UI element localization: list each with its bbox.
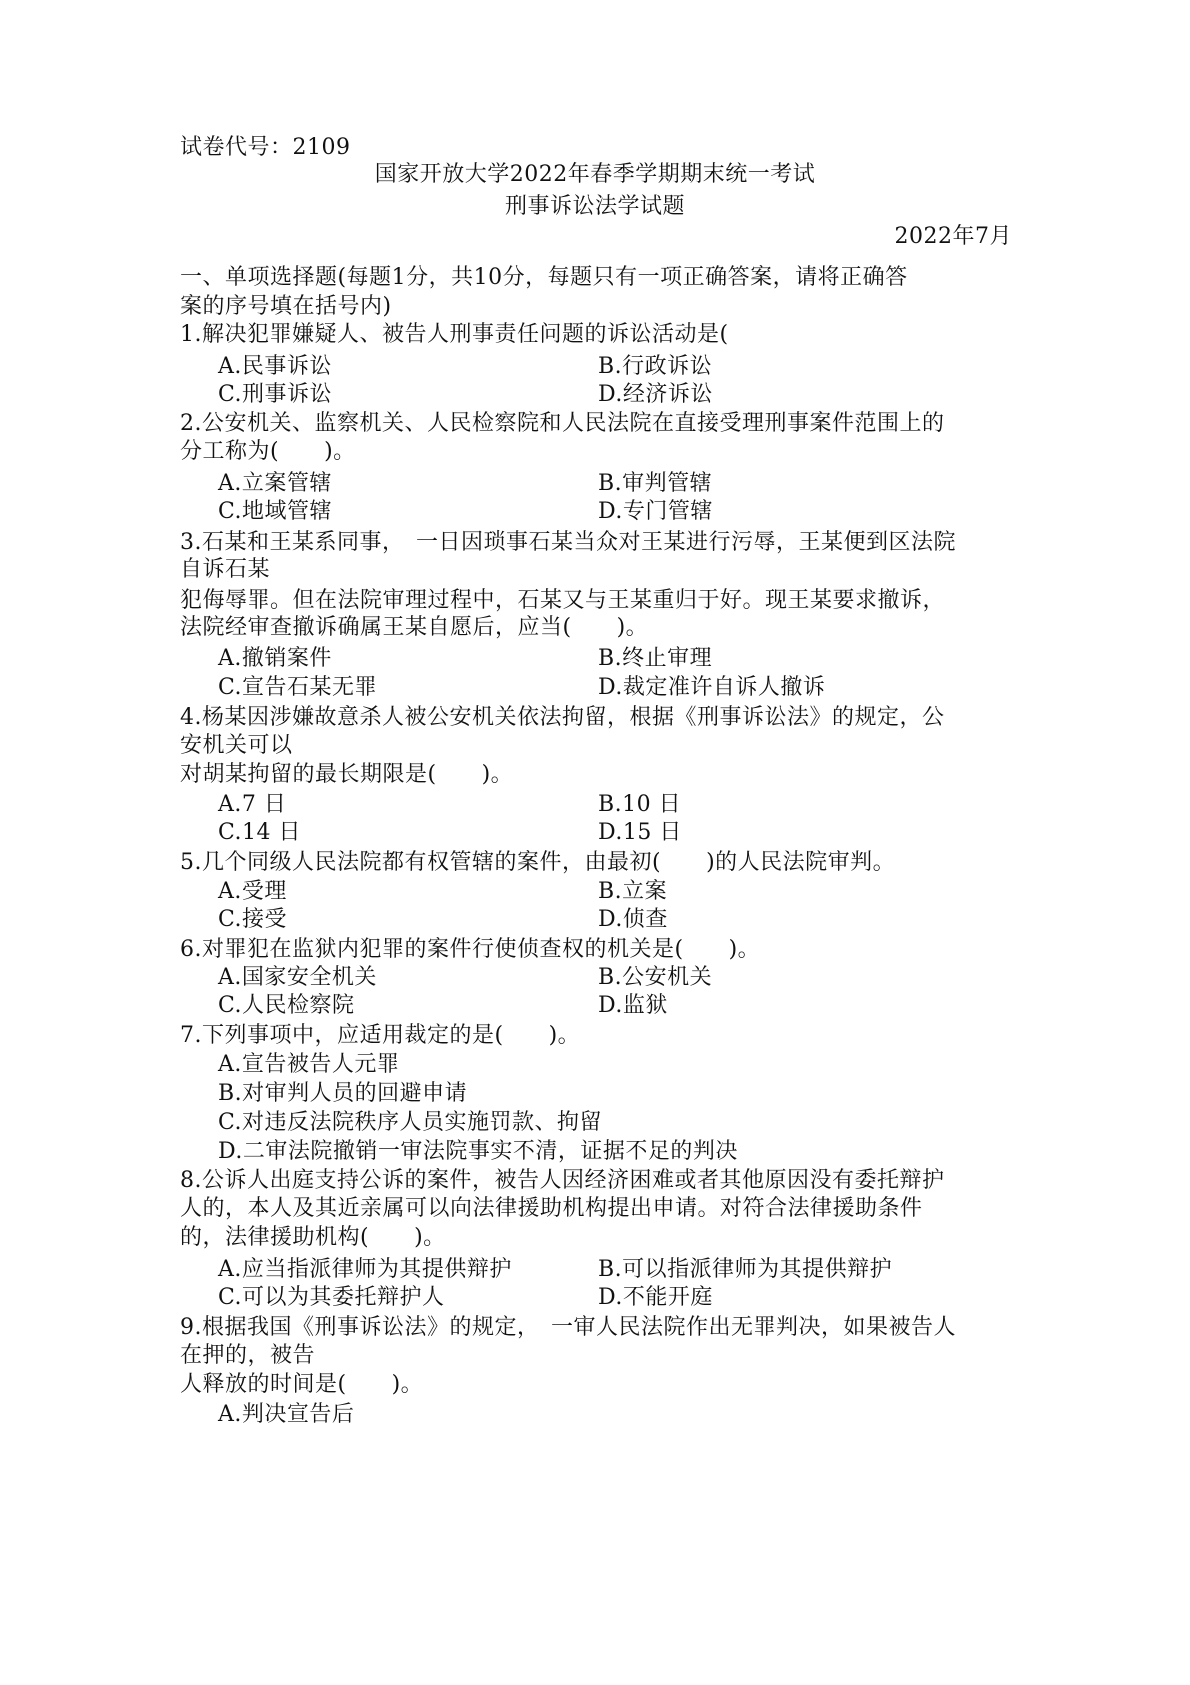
question-9-text-line-1: 9.根据我国《刑事诉讼法》的规定， 一审人民法院作出无罪判决，如果被告人: [180, 1315, 956, 1340]
question-2-text-line-2: 分工称为( )。: [180, 439, 356, 464]
question-2-option-b: B.审判管辖: [598, 471, 713, 496]
question-5-option-d: D.侦查: [598, 907, 668, 932]
question-3-text-line-3: 犯侮辱罪。但在法院审理过程中，石某又与王某重归于好。现王某要求撤诉，: [180, 588, 946, 613]
question-4-option-c: C.14 日: [218, 820, 302, 845]
question-3-text-line-1: 3.石某和王某系同事， 一日因琐事石某当众对王某进行污辱，王某便到区法院: [180, 530, 956, 555]
question-4-option-d: D.15 日: [598, 820, 682, 845]
question-7-option-c: C.对违反法院秩序人员实施罚款、拘留: [218, 1110, 603, 1135]
question-4-option-a: A.7 日: [218, 792, 287, 817]
question-7-option-b: B.对审判人员的回避申请: [218, 1081, 468, 1106]
question-6-option-b: B.公安机关: [598, 965, 713, 990]
question-6-text: 6.对罪犯在监狱内犯罪的案件行使侦查权的机关是( )。: [180, 937, 761, 962]
question-1-option-a: A.民事诉讼: [218, 354, 332, 379]
question-6-option-d: D.监狱: [598, 993, 668, 1018]
question-3-option-a: A.撤销案件: [218, 646, 332, 671]
question-8-text-line-1: 8.公诉人出庭支持公诉的案件，被告人因经济困难或者其他原因没有委托辩护: [180, 1168, 945, 1193]
question-8-option-a: A.应当指派律师为其提供辩护: [218, 1257, 512, 1282]
question-7-option-d: D.二审法院撤销一审法院事实不清，证据不足的判决: [218, 1139, 738, 1164]
question-1-option-b: B.行政诉讼: [598, 354, 713, 379]
question-8-option-c: C.可以为其委托辩护人: [218, 1285, 445, 1310]
question-2-option-d: D.专门管辖: [598, 499, 713, 524]
question-3-option-d: D.裁定准许自诉人撤诉: [598, 675, 826, 700]
question-6-option-a: A.国家安全机关: [218, 965, 377, 990]
question-9-text-line-2: 在押的，被告: [180, 1343, 316, 1368]
question-4-text-line-2: 安机关可以: [180, 733, 293, 758]
question-2-option-c: C.地域管辖: [218, 499, 333, 524]
question-9-text-line-3: 人释放的时间是( )。: [180, 1372, 424, 1397]
section-heading-line-1: 一、单项选择题(每题1分，共10分，每题只有一项正确答案，请将正确答: [180, 265, 908, 290]
question-3-option-b: B.终止审理: [598, 646, 713, 671]
question-6-option-c: C.人民检察院: [218, 993, 355, 1018]
question-9-option-a: A.判决宣告后: [218, 1402, 355, 1427]
exam-date: 2022年7月: [894, 224, 1012, 249]
question-1-option-d: D.经济诉讼: [598, 382, 713, 407]
question-3-text-line-2: 自诉石某: [180, 557, 271, 582]
question-8-option-d: D.不能开庭: [598, 1285, 713, 1310]
question-5-option-b: B.立案: [598, 879, 668, 904]
question-8-text-line-2: 人的，本人及其近亲属可以向法律援助机构提出申请。对符合法律援助条件: [180, 1196, 923, 1221]
question-3-option-c: C.宣告石某无罪: [218, 675, 378, 700]
question-7-text: 7.下列事项中，应适用裁定的是( )。: [180, 1023, 581, 1048]
question-1-option-c: C.刑事诉讼: [218, 382, 333, 407]
question-8-text-line-3: 的，法律援助机构( )。: [180, 1225, 446, 1250]
question-4-option-b: B.10 日: [598, 792, 682, 817]
question-3-text-line-4: 法院经审查撤诉确属王某自愿后，应当( )。: [180, 615, 649, 640]
question-2-option-a: A.立案管辖: [218, 471, 332, 496]
question-5-text: 5.几个同级人民法院都有权管辖的案件，由最初( )的人民法院审判。: [180, 850, 896, 875]
question-8-option-b: B.可以指派律师为其提供辩护: [598, 1257, 893, 1282]
question-2-text-line-1: 2.公安机关、监察机关、人民检察院和人民法院在直接受理刑事案件范围上的: [180, 411, 945, 436]
question-5-option-c: C.接受: [218, 907, 288, 932]
question-4-text-line-1: 4.杨某因涉嫌故意杀人被公安机关依法拘留，根据《刑事诉讼法》的规定，公: [180, 705, 945, 730]
exam-subtitle: 刑事诉讼法学试题: [504, 194, 685, 219]
question-7-option-a: A.宣告被告人元罪: [218, 1052, 400, 1077]
exam-title: 国家开放大学2022年春季学期期末统一考试: [374, 162, 816, 187]
paper-code: 试卷代号：2109: [180, 135, 351, 160]
section-heading-line-2: 案的序号填在括号内): [180, 294, 392, 319]
question-4-text-line-3: 对胡某拘留的最长期限是( )。: [180, 762, 514, 787]
question-1-text: 1.解决犯罪嫌疑人、被告人刑事责任问题的诉讼活动是(: [180, 322, 729, 347]
question-5-option-a: A.受理: [218, 879, 287, 904]
